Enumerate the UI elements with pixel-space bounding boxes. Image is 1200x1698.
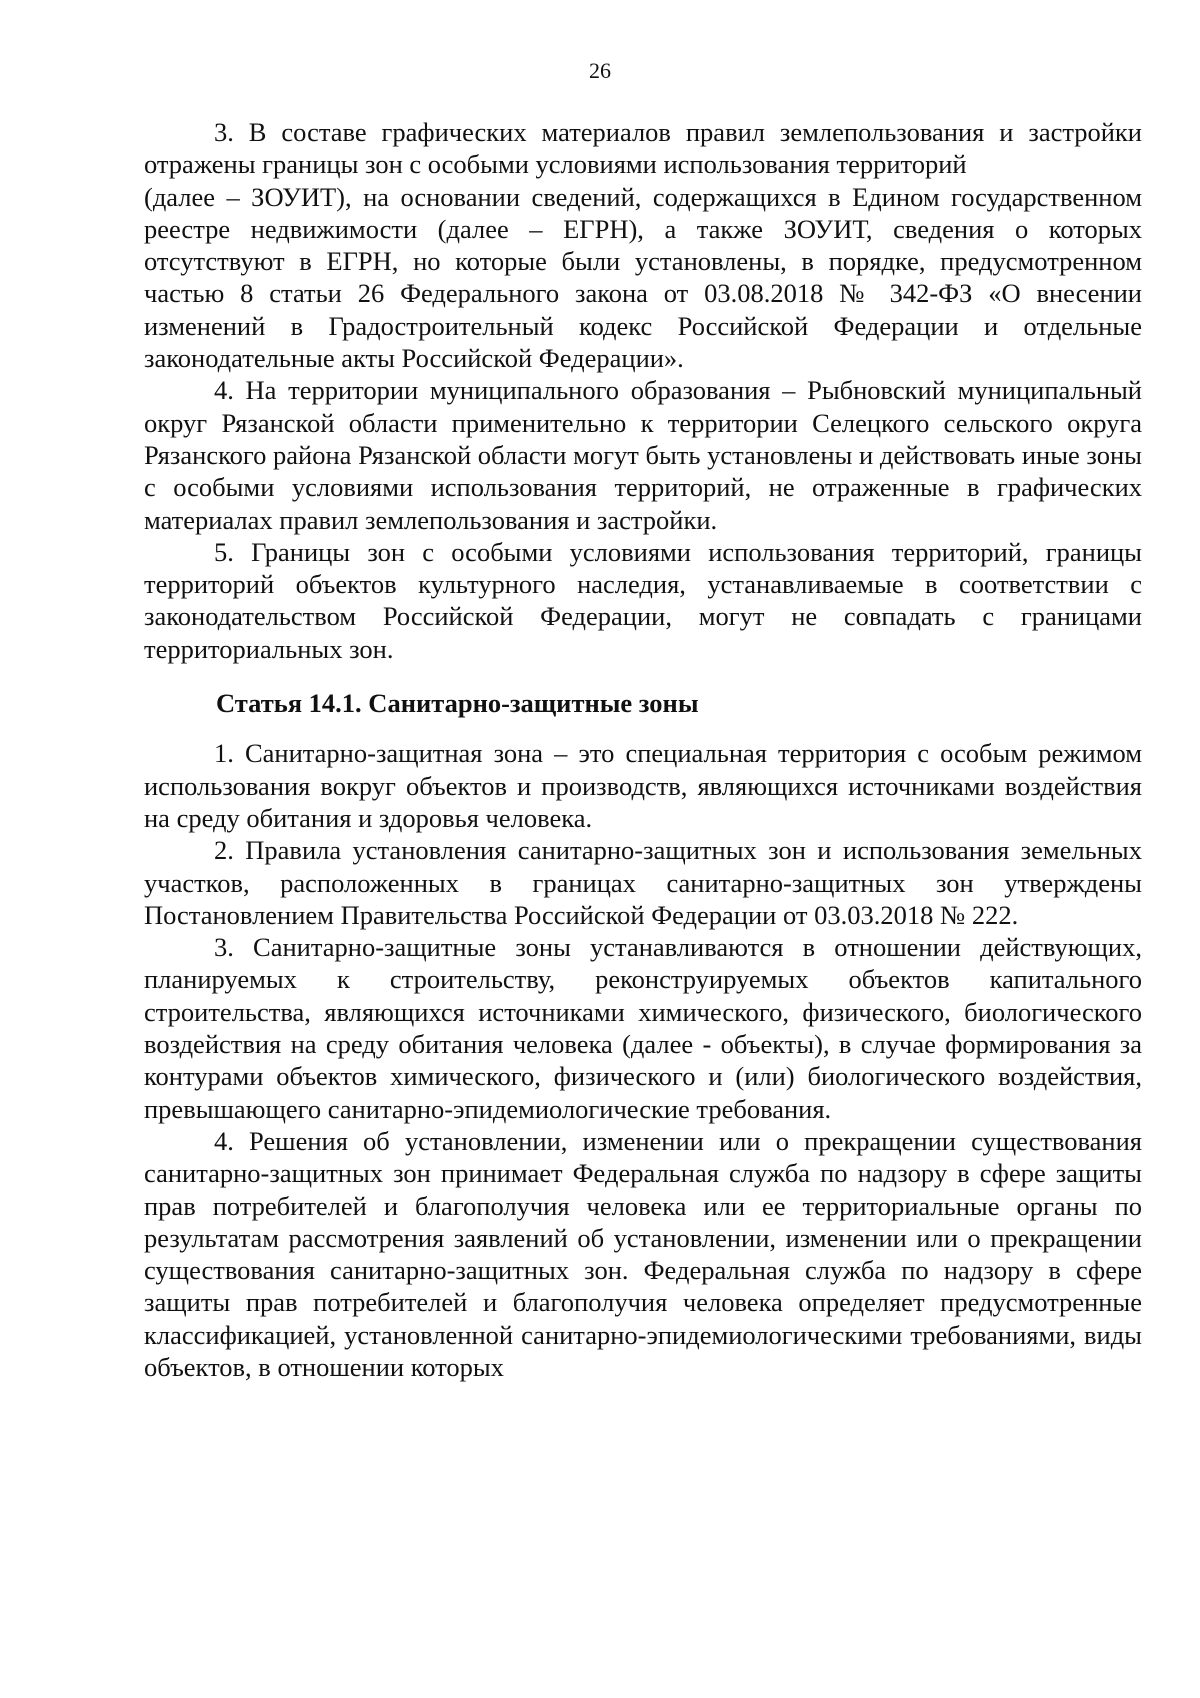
document-body	[144, 116, 1142, 1383]
article-paragraph-2: 2. Правила установления санитарно-защитных зон и использования земельных участков, расположенных в границах санитарно-защитных зон утверждены Постановлением Правительства Российской Федерации от 03.03.2018 № 222.	[144, 835, 1142, 930]
paragraph-4-other-zones: 4. На территории муниципального образования – Рыбновский муниципальный округ Рязанской области применительно к территории Селецкого сельского округа Рязанского района Рязанской области могут быть установлены и действовать иные зоны с особыми условиями использования территорий, не отраженные в графических материалах правил землепользования и застройки.	[144, 375, 1142, 535]
article-paragraph-1: 1. Санитарно-защитная зона – это специальная территория с особым режимом использования вокруг объектов и производств, являющихся источниками воздействия на среду обитания и здоровья человека.	[144, 738, 1142, 833]
article-paragraph-3: 3. Санитарно-защитные зоны устанавливаются в отношении действующих, планируемых к строительству, реконструируемых объектов капитального строительства, являющихся источниками химического, физического, биологического воздействия на среду обитания человека (далее - объекты), в случае формирования за контурами объектов химического, физического и (или) биологического воздействия, превышающего санитарно-эпидемиологические требования.	[144, 932, 1142, 1124]
paragraph-5-boundaries: 5. Границы зон с особыми условиями использования территорий, границы территорий объектов культурного наследия, устанавливаемые в соответствии с законодательством Российской Федерации, могут не совпадать с границами территориальных зон.	[144, 536, 1142, 664]
page-number: 26	[589, 58, 611, 83]
spacer	[144, 719, 1142, 737]
article-paragraph-4: 4. Решения об установлении, изменении или о прекращении существования санитарно-защитных зон принимает Федеральная служба по надзору в сфере защиты прав потребителей и благополучия человека или ее территориальные органы по результатам рассмотрения заявлений об установлении, изменении или о прекращении существования санитарно-защитных зон. Федеральная служба по надзору в сфере защиты прав потребителей и благополучия человека определяет предусмотренные классификацией, установленной санитарно-эпидемиологическими требованиями, виды объектов, в отношении которых	[144, 1125, 1142, 1382]
paragraph-3-continuation: (далее – ЗОУИТ), на основании сведений, содержащихся в Едином государственном реестре недвижимости (далее – ЕГРН), а также ЗОУИТ, сведения о которых отсутствуют в ЕГРН, но которые были установлены, в порядке, предусмотренном частью 8 статьи 26 Федерального закона от 03.08.2018 № 342-ФЗ «О внесении изменений в Градостроительный кодекс Российской Федерации и отдельные законодательные акты Российской Федерации».	[144, 181, 1142, 374]
spacer	[144, 665, 1142, 687]
article-heading: Статья 14.1. Санитарно-защитные зоны	[216, 688, 699, 719]
paragraph-3-zouit-materials: 3. В составе графических материалов правил землепользования и застройки отражены границы зон с особыми условиями использования территорий	[144, 117, 1142, 180]
